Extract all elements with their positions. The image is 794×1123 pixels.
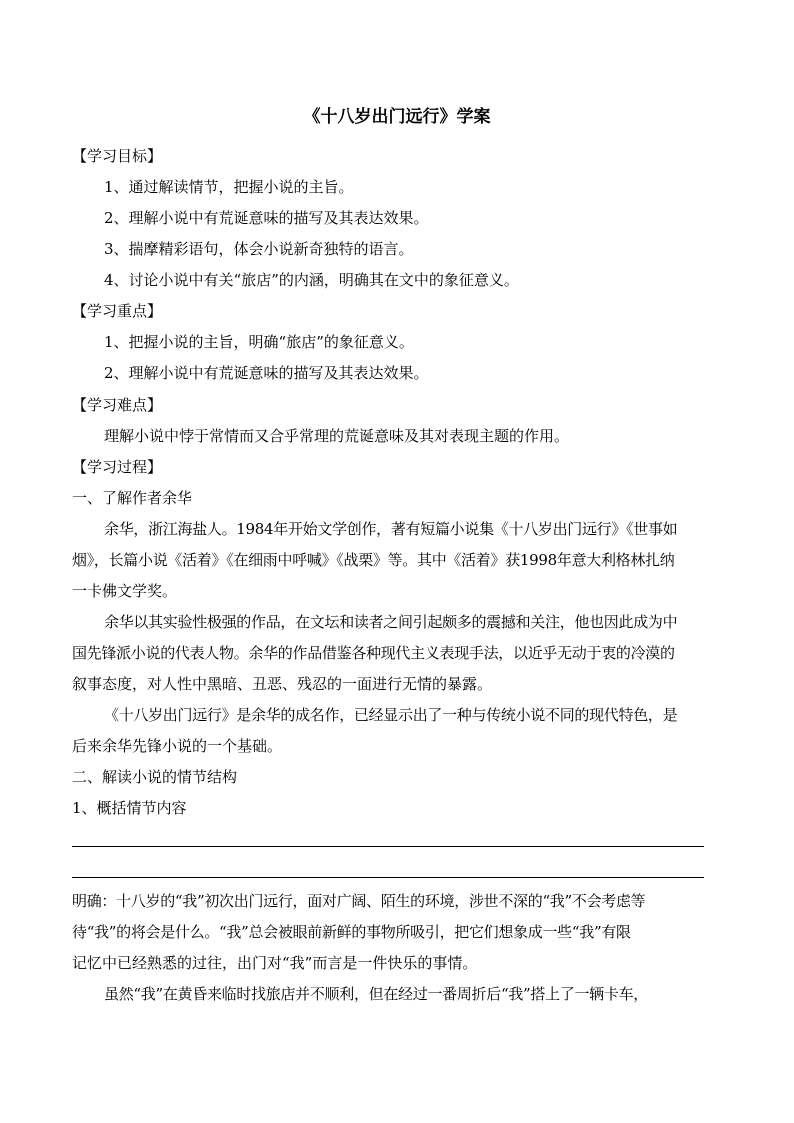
difficulties-text: 理解小说中悖于常情而又合乎常理的荒诞意味及其对表现主题的作用。 (104, 427, 570, 445)
objective-item-2: 2、理解小说中有荒诞意味的描写及其表达效果。 (104, 209, 429, 227)
process-heading: 【学习过程】 (72, 458, 163, 476)
author-para3-line1: 《十八岁出门远行》是余华的成名作，已经显示出了一种与传统小说不同的现代特色，是 (104, 706, 678, 724)
part2-sub1: 1、概括情节内容 (72, 799, 187, 817)
objective-item-1: 1、通过解读情节，把握小说的主旨。 (104, 178, 354, 196)
difficulties-heading: 【学习难点】 (72, 396, 163, 414)
plot-para-line1: 虽然“我”在黄昏来临时找旅店并不顺利，但在经过一番周折后“我”搭上了一辆卡车， (104, 985, 648, 1003)
answer-line-2 (72, 877, 704, 878)
answer-line-1 (72, 846, 704, 847)
answer-line1: 明确：十八岁的“我”初次出门远行，面对广阔、陌生的环境，涉世不深的“我”不会考虑等 (72, 892, 646, 910)
answer-line2: 待“我”的将会是什么。“我”总会被眼前新鲜的事物所吸引，把它们想象成一些“我”有限 (72, 923, 631, 941)
part1-heading: 一、了解作者余华 (72, 489, 193, 507)
author-para2-line1: 余华以其实验性极强的作品，在文坛和读者之间引起颇多的震撼和关注，他也因此成为中 (104, 613, 678, 631)
part2-heading: 二、解读小说的情节结构 (72, 768, 238, 786)
author-para1-line2: 烟》，长篇小说《活着》《在细雨中呼喊》《战栗》等。其中《活着》获1998年意大利格林扎纳 (72, 551, 675, 569)
document-title: 《十八岁出门远行》学案 (303, 107, 491, 127)
key-point-item-2: 2、理解小说中有荒诞意味的描写及其表达效果。 (104, 364, 429, 382)
author-para3-line2: 后来余华先锋小说的一个基础。 (72, 737, 283, 755)
author-para1-line1: 余华，浙江海盐人。1984年开始文学创作，著有短篇小说集《十八岁出门远行》《世事如 (104, 520, 678, 538)
author-para2-line2: 国先锋派小说的代表人物。余华的作品借鉴各种现代主义表现手法，以近乎无动于衷的冷漠的 (72, 644, 675, 662)
author-para1-line3: 一卡佛文学奖。 (72, 582, 178, 600)
key-point-item-1: 1、把握小说的主旨，明确“旅店”的象征意义。 (104, 333, 414, 351)
key-points-heading: 【学习重点】 (72, 302, 163, 320)
answer-line3: 记忆中已经熟悉的过往，出门对“我”而言是一件快乐的事情。 (72, 954, 478, 972)
objective-item-3: 3、揣摩精彩语句，体会小说新奇独特的语言。 (104, 240, 414, 258)
objectives-heading: 【学习目标】 (72, 147, 163, 165)
objective-item-4: 4、讨论小说中有关“旅店”的内涵，明确其在文中的象征意义。 (104, 271, 519, 289)
author-para2-line3: 叙事态度，对人性中黑暗、丑恶、残忍的一面进行无情的暴露。 (72, 675, 493, 693)
